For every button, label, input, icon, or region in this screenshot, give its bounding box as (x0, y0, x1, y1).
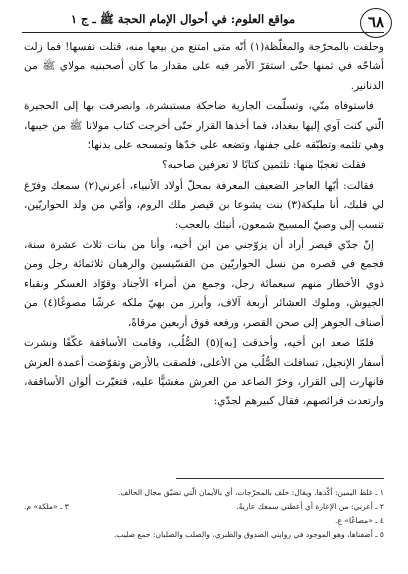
main-text (24, 38, 384, 413)
footnote: ١ ـ غلظ اليمين: أكّدها. ويقال: حلف بالمحرّجات، أي بالأيمان الّتي تضيّق مجال الحالف. (117, 488, 384, 497)
running-title: مواقع العلوم: في أحوال الإمام الحجة ﷺ ـ ج ١ (70, 12, 296, 26)
page-number: ٦٨ (360, 8, 392, 38)
footnote: ٤ ـ «مصاغًا» ع. (334, 516, 384, 525)
paragraph: إنّ جدّي قيصر أراد أن يزوّجني من ابن أخيه، وأنا من بنات ثلاث عشرة سنة، فجمع في قصره من نسل الحواريّين من القسّيسين والرهبان ثلاثمائة رجل ومن ذوي الأخطار منهم سبعمائة رجل، وجمع من أمراء الأجناد وقوّاد العسكر ونقباء الجيوش، وملوك العشائر أربعة آلاف، وأبرز من بهيّ ملكه عرشًا مصوغًا(٤) من أصناف الجوهر إلى صحن القصر، ورفعه فوق أربعين مرقاةً، (24, 239, 384, 329)
footnote: ٢ ـ أعرني: من الإعارة أي أعطني سمعك عاريةً. (236, 502, 384, 511)
footnotes (24, 486, 384, 542)
paragraph: وحلفت بالمحرّجة والمغلّظة(١) أنّه متى امتنع من بيعها منه، قتلت نفسها! فما زلت أشاحّه في ثمنها حتّى استقرّ الأمر فيه على مقدار ما كان أصحبنيه مولاي ﷺ من الدنانير. (24, 41, 385, 92)
footnote: ٥ ـ أضفناها، وهو الموجود في روايتي الصدوق والطبري، والصلب والصلبان: جمع صليب. (113, 530, 384, 539)
paragraph: فلمّا صعد ابن أخيه، وأحدقت [به](٥) الصُّلُب، وقامت الأساقفة عكّفًا ونشرت أسفار الإنجيل، تسافلت الصُّلُب من الأعلى، فلصقت بالأرض وتقوّضت أعمدة العرش فانهارت إلى القرار، وخرّ الصاعد من العرش مغشيًّا عليه، فتغيّرت ألوان الأساقفة، وارتعدت فرائصهم، فقال كبيرهم لجدّي: (24, 337, 384, 408)
page-header (22, 8, 384, 34)
header-rule (22, 32, 384, 33)
footnote-row (24, 500, 384, 514)
paragraph: فاستوفاه منّي، وتسلّمت الجارية ضاحكة مستبشرة، وانصرفت بها إلى الحجيرة الّتي كنت آوي إليها ببغداد، فما أخذها القرار حتّى أخرجت كتاب مولانا ﷺ من جيبها، وهي تلثمه وتطبّقه على جفنها، وتضعه على خدّها وتمسحه على بدنها؛ (24, 100, 384, 152)
footnote-divider (176, 478, 384, 479)
paragraph: فقالت: أيّها العاجز الضعيف المعرفة بمحلّ أولاد الأنبياء، أعرني(٢) سمعك وفرّغ لي قلبك، أنا مليكة(٣) بنت يشوعا بن قيصر ملك الروم، وأمّي من ولد الحواريّين، تنسب إلى وصيّ المسيح شمعون، أنبئك بالعجب: (24, 179, 384, 231)
footnote: ٣ ـ «ملكة» م. (24, 502, 69, 511)
paragraph: فقلت تعجبًا منها: تلثمين كتابًا لا تعرفين صاحبه؟ (161, 159, 366, 172)
